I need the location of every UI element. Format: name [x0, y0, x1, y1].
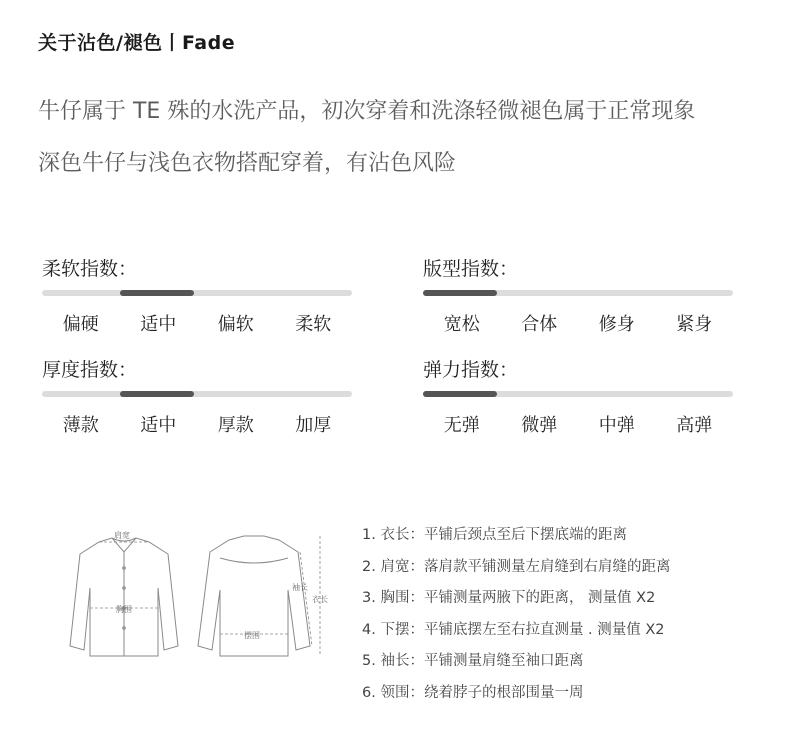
index-option: 薄款	[62, 415, 99, 436]
index-track	[42, 290, 352, 296]
diagram-sleeve-label: 袖长	[292, 583, 308, 592]
index-option: 微弹	[521, 415, 558, 436]
intro-line-1: 牛仔属于 TE 殊的水洗产品，初次穿着和洗涤轻微褪色属于正常现象	[38, 99, 696, 124]
diagram-hem-label: 摆围	[244, 631, 260, 640]
index-option: 厚款	[217, 415, 254, 436]
shirt-measurement-diagram	[44, 528, 334, 668]
index-indicator	[120, 391, 194, 397]
index-option: 宽松	[443, 314, 480, 335]
index-label: 柔软指数：	[42, 258, 138, 280]
index-indicator	[423, 290, 497, 296]
index-option: 柔软	[295, 314, 332, 335]
index-option: 中弹	[598, 415, 635, 436]
index-indicator	[423, 391, 497, 397]
measure-item: 2. 肩宽：落肩款平铺测量左肩缝到右肩缝的距离	[362, 558, 671, 575]
softness-index	[42, 256, 352, 336]
index-option: 偏硬	[62, 314, 99, 335]
index-track	[42, 391, 352, 397]
index-indicator	[120, 290, 194, 296]
diagram-length-label: 衣长	[312, 595, 328, 604]
measure-item: 3. 胸围：平铺测量两腋下的距离， 测量值 X2	[362, 590, 656, 606]
index-option: 适中	[140, 415, 177, 436]
intro-line-2: 深色牛仔与浅色衣物搭配穿着，有沾色风险	[38, 151, 457, 176]
measure-item: 6. 领围：绕着脖子的根部围量一周	[362, 684, 584, 701]
index-label: 弹力指数：	[423, 359, 519, 381]
index-track	[423, 391, 733, 397]
index-option: 无弹	[443, 415, 480, 436]
diagram-shoulder-label: 肩宽	[114, 531, 130, 540]
index-label: 版型指数：	[423, 258, 519, 280]
measure-item: 4. 下摆：平铺底摆左至右拉直测量 . 测量值 X2	[362, 621, 665, 638]
index-option: 加厚	[295, 415, 332, 436]
thickness-index	[42, 357, 352, 437]
index-option: 紧身	[676, 314, 713, 335]
index-track	[423, 290, 733, 296]
diagram-chest-label: 胸围	[116, 605, 132, 614]
index-option: 合体	[521, 314, 558, 335]
section-heading: 关于沾色/褪色丨Fade	[38, 32, 236, 54]
index-label: 厚度指数：	[42, 359, 138, 381]
index-option: 适中	[140, 314, 177, 335]
stretch-index	[423, 357, 733, 437]
measure-item: 5. 袖长：平铺测量肩缝至袖口距离	[362, 653, 584, 669]
index-option: 偏软	[217, 314, 254, 335]
intro-text	[38, 92, 695, 196]
measure-item: 1. 衣长：平铺后颈点至后下摆底端的距离	[362, 527, 627, 543]
measurement-instructions	[362, 524, 670, 713]
fit-index	[423, 256, 733, 336]
index-option: 修身	[598, 314, 635, 335]
index-option: 高弹	[676, 415, 713, 436]
